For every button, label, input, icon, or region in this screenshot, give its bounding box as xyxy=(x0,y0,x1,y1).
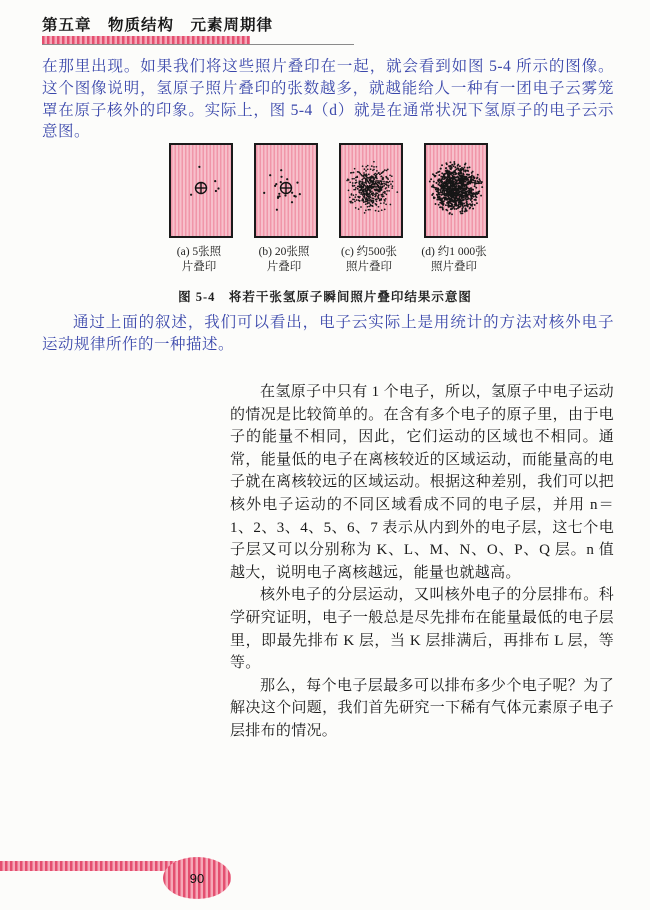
main-text-block xyxy=(230,381,614,743)
electron-cloud-svg xyxy=(341,145,401,236)
main-paragraph-1: 在氢原子中只有 1 个电子，所以，氢原子中电子运动的情况是比较简单的。在含有多个电子的原子里，由于电子的能量不相同，因此，它们运动的区域也不相同。通常，能量低的电子在离核较近的区域运动，而能量高的电子就在离核较远的区域运动。根据这种差别，我们可以把核外电子运动的不同区域看成不同的电子层，并用 n＝1、2、3、4、5、6、7 表示从内到外的电子层，这七个电子层又可以分别称为 K、L、M、N、O、P、Q 层。n 值越大，说明电子离核越远，能量也就越高。 xyxy=(230,384,614,581)
page-number-badge xyxy=(163,857,231,899)
electron-cloud-photo-d xyxy=(424,143,488,238)
electron-cloud-svg xyxy=(426,145,486,236)
electron-cloud-photo-a xyxy=(169,143,233,238)
header-rule xyxy=(42,44,354,45)
main-paragraph-2: 核外电子的分层运动，又叫核外电子的分层排布。科学研究证明，电子一般总是尽先排布在能量最低的电子层里，即最先排布 K 层，当 K 层排满后，再排布 L 层，等等。 xyxy=(230,587,614,672)
footer-stripe-band xyxy=(0,861,186,871)
photo-caption-a: (a) 5张照 片叠印 xyxy=(176,246,222,273)
photo-caption-b: (b) 20张照 片叠印 xyxy=(258,246,310,273)
header-stripe-band xyxy=(42,36,250,44)
electron-cloud-photo-c xyxy=(339,143,403,238)
electron-cloud-svg xyxy=(171,145,231,236)
nucleus-symbol xyxy=(196,183,207,194)
chapter-title: 第五章 物质结构 元素周期律 xyxy=(42,17,274,34)
electron-cloud-svg xyxy=(256,145,316,236)
electron-cloud-photo-b xyxy=(254,143,318,238)
figure-caption: 图 5-4 将若干张氢原子瞬间照片叠印结果示意图 xyxy=(178,290,472,304)
photo-caption-d: (d) 约1 000张 照片叠印 xyxy=(421,246,487,273)
figure-photo-row xyxy=(169,143,488,238)
page-number: 90 xyxy=(189,870,205,886)
nucleus-symbol xyxy=(281,183,292,194)
intro-paragraph: 在那里出现。如果我们将这些照片叠印在一起，就会看到如图 5-4 所示的图像。这个图像说明，氢原子照片叠印的张数越多，就越能给人一种有一团电子云雾笼罩在原子核外的印象。实际上，图 5-4（d）就是在通常状况下氢原子的电子云示意图。 xyxy=(42,58,614,141)
photo-caption-c: (c) 约500张 照片叠印 xyxy=(341,246,397,273)
figure-caption-row xyxy=(157,245,496,274)
main-paragraph-3: 那么，每个电子层最多可以排布多少个电子呢？为了解决这个问题，我们首先研究一下稀有气体元素原子电子层排布的情况。 xyxy=(230,677,614,739)
summary-paragraph: 通过上面的叙述，我们可以看出，电子云实际上是用统计的方法对核外电子运动规律所作的一种描述。 xyxy=(42,314,614,353)
